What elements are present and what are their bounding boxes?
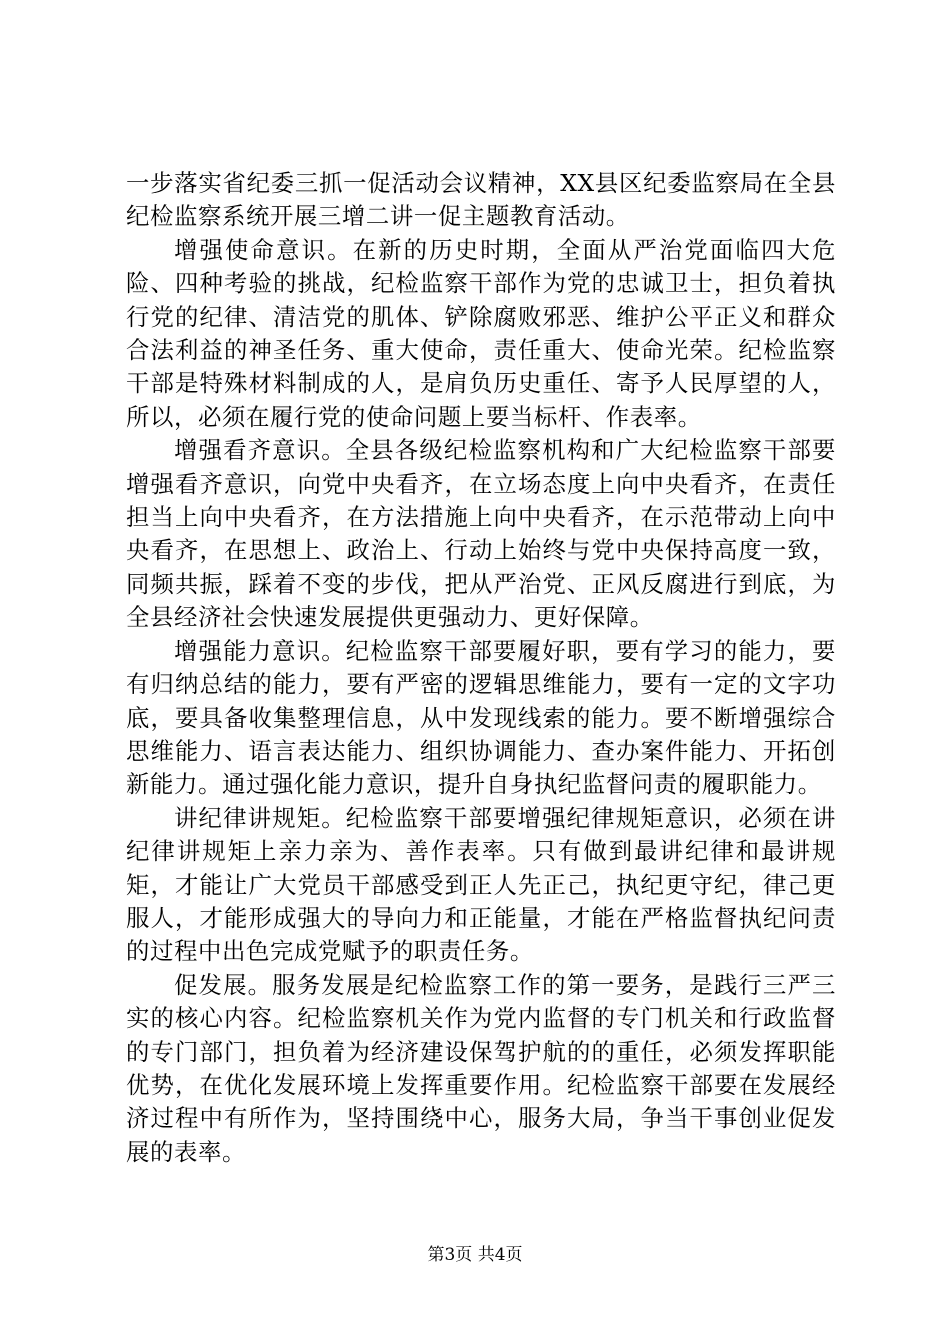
paragraph-ability-awareness: 增强能力意识。纪检监察干部要履好职，要有学习的能力，要有归纳总结的能力，要有严密的逻辑思维能力，要有一定的文字功底，要具备收集整理信息，从中发现线索的能力。要不断增强综合思维能力、语言表达能力、组织协调能力、查办案件能力、开拓创新能力。通过强化能力意识，提升自身执纪监督问责的履职能力。 (126, 636, 836, 799)
paragraph-alignment-awareness: 增强看齐意识。全县各级纪检监察机构和广大纪检监察干部要增强看齐意识，向党中央看齐，在立场态度上向中央看齐，在责任担当上向中央看齐，在方法措施上向中央看齐，在示范带动上向中央看齐，在思想上、政治上、行动上始终与党中央保持高度一致，同频共振，踩着不变的步伐，把从严治党、正风反腐进行到底，为全县经济社会快速发展提供更强动力、更好保障。 (126, 436, 836, 632)
paragraph-discipline-rules: 讲纪律讲规矩。纪检监察干部要增强纪律规矩意识，必须在讲纪律讲规矩上亲力亲为、善作表率。只有做到最讲纪律和最讲规矩，才能让广大党员干部感受到正人先正己，执纪更守纪，律己更服人，才能形成强大的导向力和正能量，才能在严格监督执纪问责的过程中出色完成党赋予的职责任务。 (126, 803, 836, 966)
paragraph-continuation: 一步落实省纪委三抓一促活动会议精神，XX县区纪委监察局在全县纪检监察系统开展三增二讲一促主题教育活动。 (126, 169, 836, 231)
document-body (126, 167, 836, 1169)
page-footer: 第3页 共4页 (427, 1245, 523, 1265)
paragraph-mission-awareness: 增强使命意识。在新的历史时期，全面从严治党面临四大危险、四种考验的挑战，纪检监察干部作为党的忠诚卫士，担负着执行党的纪律、清洁党的肌体、铲除腐败邪恶、维护公平正义和群众合法利益的神圣任务、重大使命，责任重大、使命光荣。纪检监察干部是特殊材料制成的人，是肩负历史重任、寄予人民厚望的人，所以，必须在履行党的使命问题上要当标杆、作表率。 (126, 235, 836, 431)
paragraph-promote-development: 促发展。服务发展是纪检监察工作的第一要务，是践行三严三实的核心内容。纪检监察机关作为党内监督的专门机关和行政监督的专门部门，担负着为经济建设保驾护航的的重任，必须发挥职能优势，在优化发展环境上发挥重要作用。纪检监察干部要在发展经济过程中有所作为，坚持围绕中心，服务大局，争当干事创业促发展的表率。 (126, 970, 836, 1166)
